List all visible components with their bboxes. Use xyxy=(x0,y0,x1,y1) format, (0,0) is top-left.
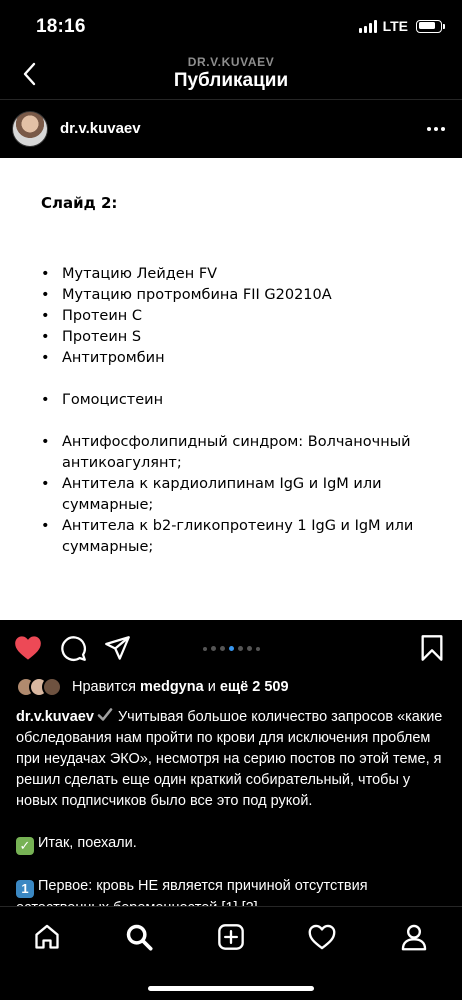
carousel-dot xyxy=(256,647,260,651)
carousel-dot xyxy=(211,646,216,651)
carousel-dot xyxy=(220,646,225,651)
caption-text: Учитывая большое количество запросов «какие обследования нам пройти по крови для исключения проблем при неудачах ЭКО», несмотря на серию постов по этой теме, я решил сделать еще один краткий собирательный, чтобы у новых подписчиков было все это под рукой. xyxy=(16,709,443,809)
list-item: • Антифосфолипидный синдром: Волчаночный антикоагулянт; xyxy=(41,432,441,474)
tab-home[interactable] xyxy=(30,920,64,954)
carousel-dot xyxy=(238,646,243,651)
add-icon xyxy=(217,923,245,951)
checkmark-icon xyxy=(96,706,114,724)
post-header xyxy=(0,100,462,158)
tab-bar xyxy=(0,906,462,1000)
check-mark-emoji-icon: ✓ xyxy=(16,837,34,855)
post-username[interactable]: dr.v.kuvaev xyxy=(60,120,141,137)
more-options-button[interactable] xyxy=(424,117,448,141)
save-button[interactable] xyxy=(416,632,448,664)
likes-middle: и xyxy=(207,679,216,695)
tab-activity[interactable] xyxy=(305,920,339,954)
likes-summary[interactable] xyxy=(16,676,289,698)
profile-icon xyxy=(400,923,428,951)
carousel-dot xyxy=(203,647,207,651)
post-caption xyxy=(16,706,448,919)
likes-user[interactable]: medgyna xyxy=(140,679,204,695)
avatar[interactable] xyxy=(12,111,48,147)
post-actions xyxy=(0,620,462,676)
status-bar xyxy=(0,0,462,52)
caption-username[interactable]: dr.v.kuvaev xyxy=(16,709,94,725)
list-item: • Мутацию Лейден FV xyxy=(41,264,441,285)
likes-prefix: Нравится xyxy=(72,679,136,695)
tab-search[interactable] xyxy=(122,920,156,954)
tab-profile[interactable] xyxy=(397,920,431,954)
tab-new-post[interactable] xyxy=(214,920,248,954)
search-icon xyxy=(125,923,153,951)
list-item: • Антитела к кардиолипинам IgG и IgM или суммарные; xyxy=(41,474,441,516)
carousel-indicator xyxy=(0,646,462,651)
list-item: • Антитела к b2-гликопротеину 1 IgG и IgM или суммарные; xyxy=(41,516,441,558)
list-item: • Протеин С xyxy=(41,306,441,327)
keycap-one-emoji-icon: 1 xyxy=(16,880,34,898)
nav-bar xyxy=(0,52,462,100)
avatar xyxy=(42,677,62,697)
likers-avatars xyxy=(16,677,66,697)
home-icon xyxy=(33,923,61,951)
carousel-dot xyxy=(247,646,252,651)
list-item: • Мутацию протромбина FII G20210A xyxy=(41,285,441,306)
slide-list xyxy=(41,264,441,558)
list-item: • Антитромбин xyxy=(41,348,441,369)
network-label: LTE xyxy=(382,18,408,34)
caption-text: Первое: кровь НЕ является причиной отсутствия xyxy=(38,878,368,894)
heart-icon xyxy=(308,924,336,950)
page-title: Публикации xyxy=(173,70,289,91)
list-item: • Протеин S xyxy=(41,327,441,348)
home-indicator[interactable] xyxy=(148,986,314,991)
likes-count[interactable]: ещё 2 509 xyxy=(219,679,289,695)
signal-icon xyxy=(359,19,377,33)
more-icon xyxy=(427,127,431,131)
caption-text: Итак, поехали. xyxy=(38,835,137,851)
list-item: • Гомоцистеин xyxy=(41,390,441,411)
status-indicators xyxy=(359,18,442,34)
battery-icon xyxy=(416,20,442,33)
nav-subtitle: DR.V.KUVAEV xyxy=(187,55,275,69)
battery-level xyxy=(419,22,435,29)
post-image[interactable] xyxy=(0,158,462,620)
status-time: 18:16 xyxy=(36,16,86,37)
slide-title: Слайд 2: xyxy=(41,194,118,212)
carousel-dot xyxy=(229,646,234,651)
bookmark-icon xyxy=(420,634,444,662)
